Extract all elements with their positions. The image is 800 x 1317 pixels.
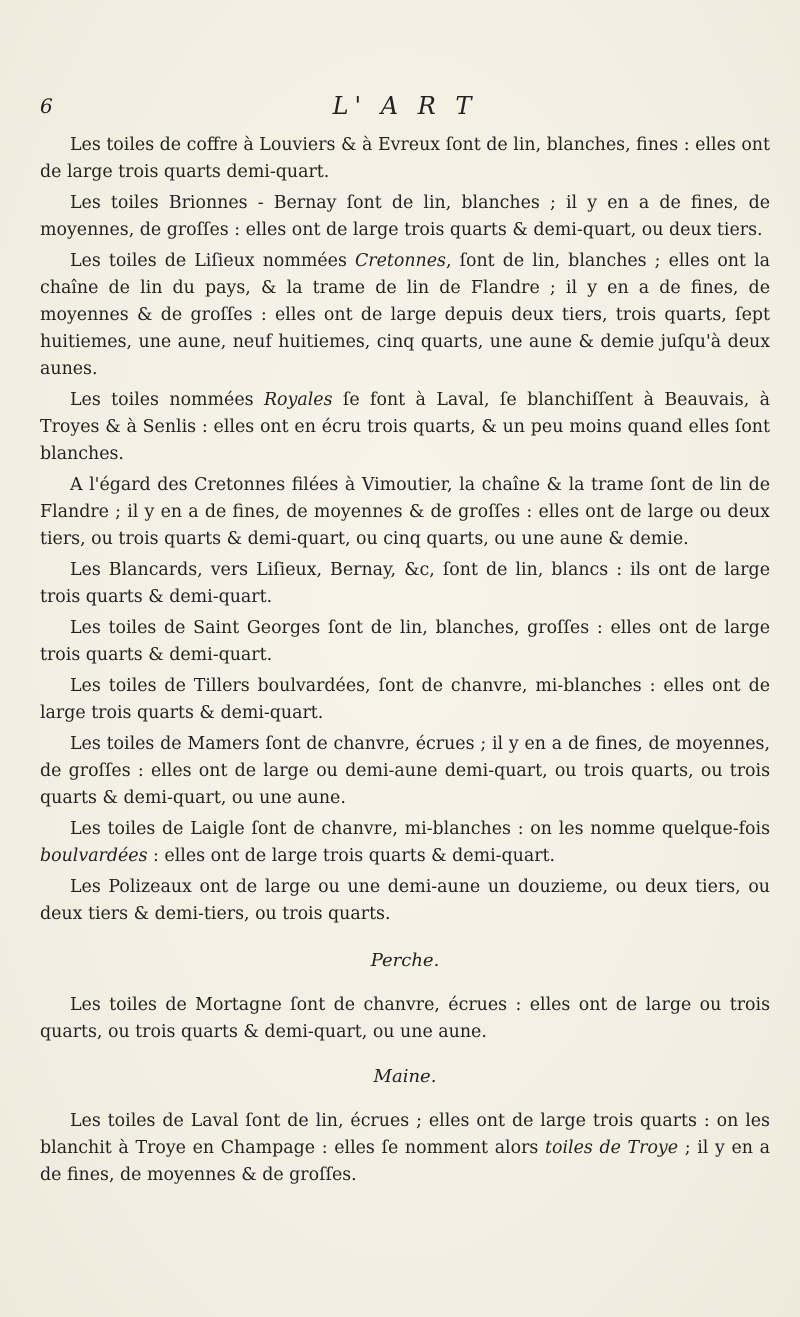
paragraph-saint-georges: Les toiles de Saint Georges ſont de lin, blanches, groſſes : elles ont de large trois quarts & demi-quart. (40, 618, 770, 665)
page-header (40, 88, 770, 120)
section-heading-perche: Perche. (370, 950, 440, 971)
paragraph-vimoutier: A l'égard des Cretonnes filées à Vimoutier, la chaîne & la trame ſont de lin de Flandre ; il y en a de fines, de moyennes & de groſſes : elles ont de large ou deux tiers, ou trois quarts & demi-quart, ou cinq quarts, ou une aune & demie. (40, 475, 770, 549)
italic-term: Cretonnes (354, 251, 446, 271)
running-title: L' A R T (332, 92, 478, 120)
paragraph-tillers: Les toiles de Tillers boulvardées, ſont de chanvre, mi-blanches : elles ont de large trois quarts & demi-quart. (40, 676, 770, 723)
paragraph-mamers: Les toiles de Mamers ſont de chanvre, écrues ; il y en a de fines, de moyennes, de groſſes : elles ont de large ou demi-aune demi-quart, ou trois quarts, ou trois quarts & demi-quart, ou une aune. (40, 734, 770, 808)
italic-term: toiles de Troye (545, 1138, 679, 1158)
paragraph-text: Les toiles de Liſieux nommées (70, 251, 355, 271)
paragraph-mortagne: Les toiles de Mortagne ſont de chanvre, écrues : elles ont de large ou trois quarts, ou trois quarts & demi-quart, ou une aune. (40, 995, 770, 1042)
paragraph-text: Les toiles de Laval ſont de lin, écrues ; elles ont de large trois quarts : on les blanchit à Troye en Champage : elles ſe nomment alors (40, 1111, 770, 1158)
paragraph-laigle (40, 816, 770, 870)
paragraph-brionnes: Les toiles Brionnes - Bernay ſont de lin, blanches ; il y en a de fines, de moyennes, de groſſes : elles ont de large trois quarts & demi-quart, ou deux tiers. (40, 193, 770, 240)
italic-term: boulvardées (40, 846, 148, 866)
italic-term: Royales (263, 390, 333, 410)
paragraph-text: , ſont de lin, blanches ; elles ont la chaîne de lin du pays, & la trame de lin de Flandre ; il y en a de fines, de moyennes & de groſſes : elles ont de large depuis deux tiers, trois quarts, ſept huitiemes, une aune, neuf huitiemes, cinq quarts, une aune & demie juſqu'à deux aunes. (40, 251, 771, 379)
paragraph-text: Les toiles de Laigle ſont de chanvre, mi-blanches : on les nomme quelque-fois (70, 819, 770, 839)
paragraph-blancards: Les Blancards, vers Liſieux, Bernay, &c, ſont de lin, blancs : ils ont de large trois quarts & demi-quart. (40, 560, 770, 607)
paragraph-text: ſe font à Laval, ſe blanchiſſent à Beauvais, à Troyes & à Senlis : elles ont en écru trois quarts, & un peu moins quand elles ſont blanches. (40, 390, 770, 464)
paragraph-royales (40, 387, 770, 468)
paragraph-laval (40, 1108, 770, 1189)
paragraph-text: ; il y en a de fines, de moyennes & de groſſes. (40, 1138, 771, 1185)
paragraph-coffre: Les toiles de coffre à Louviers & à Evreux ſont de lin, blanches, fines : elles ont de large trois quarts demi-quart. (40, 135, 770, 182)
paragraph-polizeaux: Les Polizeaux ont de large ou une demi-aune un douzieme, ou deux tiers, ou deux tiers & demi-tiers, ou trois quarts. (40, 877, 770, 924)
paragraph-text: : elles ont de large trois quarts & demi-quart. (147, 846, 556, 866)
paragraph-cretonnes (40, 248, 770, 383)
section-heading-maine: Maine. (373, 1066, 437, 1087)
body-text (40, 132, 770, 1193)
page-number: 6 (40, 94, 53, 118)
paragraph-text: Les toiles nommées (70, 390, 264, 410)
